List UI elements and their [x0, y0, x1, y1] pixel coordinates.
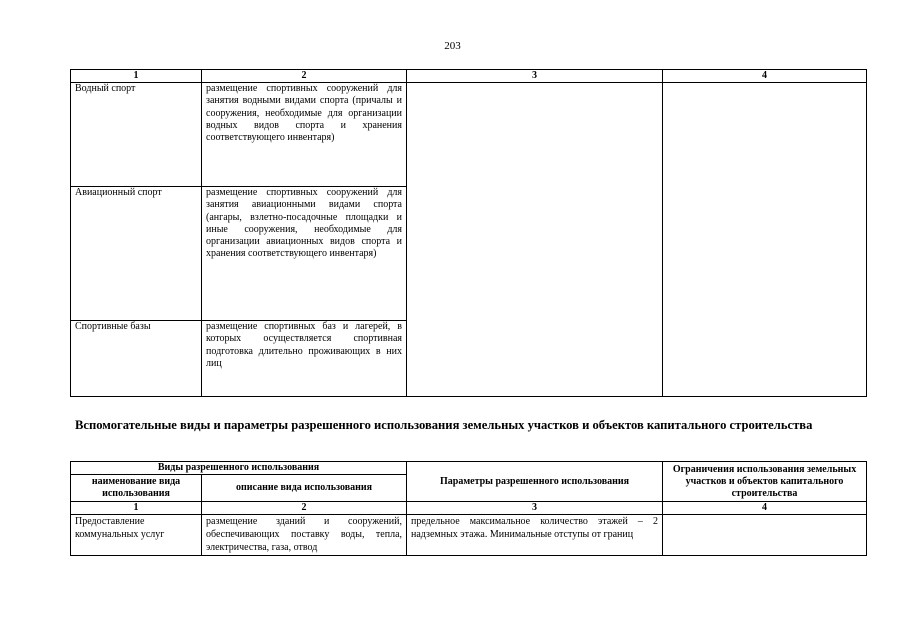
table-header-cell: 3: [407, 502, 663, 515]
params-cell: предельное максимальное количество этажей – 2 надземных этажа. Минимальные отступы от границ: [407, 515, 663, 556]
use-name-cell: Предоставление коммунальных услуг: [71, 515, 202, 556]
use-name-cell: Водный спорт: [71, 83, 202, 187]
table-auxiliary-uses: [70, 461, 867, 556]
table-header-cell: 2: [202, 502, 407, 515]
use-description-cell: размещение спортивных сооружений для занятия водными видами спорта (причалы и сооружения, необходимые для организации водных видов спорта и хранения соответствующего инвентаря): [202, 83, 407, 187]
use-description-cell: размещение спортивных сооружений для занятия авиационными видами спорта (ангары, взлетно-посадочные площадки и иные сооружения, необходимые для организации авиационных видов спорта и хранения соответствующего инвентаря): [202, 187, 407, 321]
table-header-cell: 4: [663, 70, 867, 83]
table-row: [71, 515, 867, 556]
page-number: 203: [444, 40, 461, 52]
table-header-cell: 1: [71, 70, 202, 83]
params-cell: [407, 83, 663, 397]
limits-cell: [663, 515, 867, 556]
description-header: описание вида использования: [202, 475, 407, 502]
section-title: Вспомогательные виды и параметры разрешенного использования земельных участков и объектов капитального строительства: [75, 418, 813, 432]
table-header-cell: 4: [663, 502, 867, 515]
table-row: [71, 83, 867, 187]
table-header-cell: 3: [407, 70, 663, 83]
params-header: Параметры разрешенного использования: [407, 462, 663, 502]
use-description-cell: размещение зданий и сооружений, обеспечивающих поставку воды, тепла, электричества, газа, отвод: [202, 515, 407, 556]
limits-cell: [663, 83, 867, 397]
table-sport-uses: [70, 69, 867, 397]
table-header-cell: 2: [202, 70, 407, 83]
name-header: наименование вида использования: [71, 475, 202, 502]
use-name-cell: Авиационный спорт: [71, 187, 202, 321]
use-name-cell: Спортивные базы: [71, 321, 202, 397]
table-header-cell: 1: [71, 502, 202, 515]
use-description-cell: размещение спортивных баз и лагерей, в которых осуществляется спортивная подготовка длительно проживающих в них лиц: [202, 321, 407, 397]
group-header: Виды разрешенного использования: [71, 462, 407, 475]
limits-header: Ограничения использования земельных участков и объектов капитального строительства: [663, 462, 867, 502]
